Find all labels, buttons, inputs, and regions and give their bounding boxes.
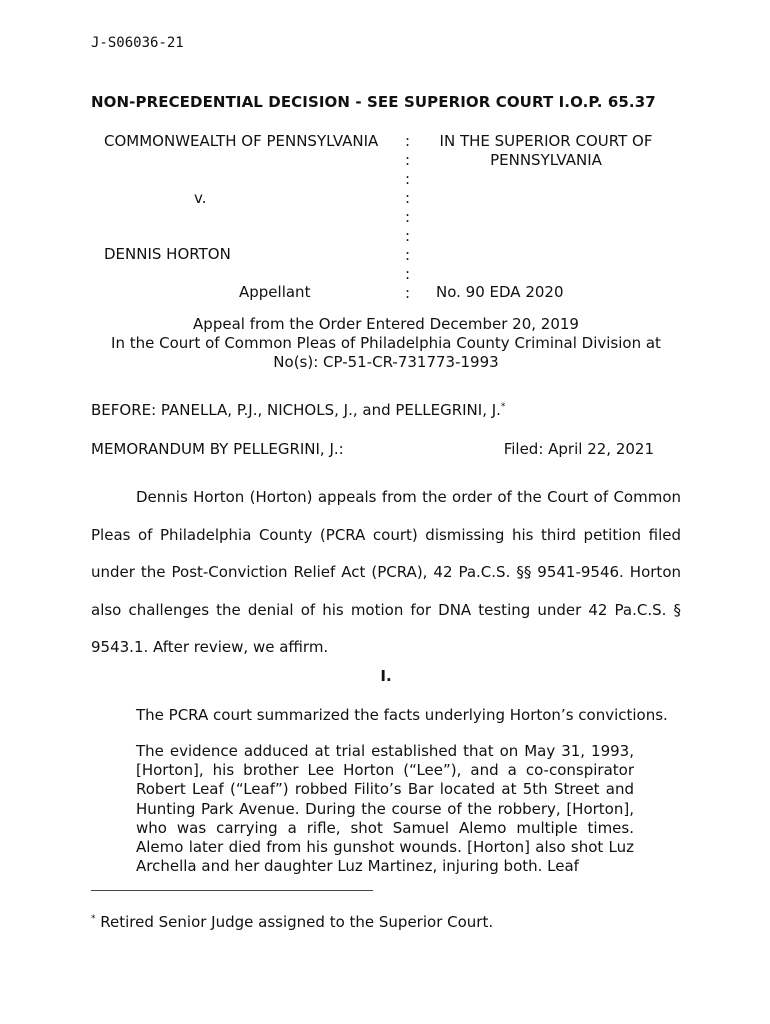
- panel-line: [91, 401, 505, 419]
- appeal-line: In the Court of Common Pleas of Philadelphia County Criminal Division at: [111, 334, 661, 352]
- appeal-line: Appeal from the Order Entered December 20, 2019: [193, 315, 579, 333]
- panel-text: BEFORE: PANELLA, P.J., NICHOLS, J., and PELLEGRINI, J.: [91, 401, 501, 419]
- filed-date: Filed: April 22, 2021: [503, 440, 654, 458]
- footnote-text: Retired Senior Judge assigned to the Superior Court.: [95, 913, 494, 931]
- footnote-separator: [91, 890, 373, 891]
- versus-label: v.: [194, 189, 207, 207]
- document-id: J-S06036-21: [91, 35, 184, 51]
- caption-colon: :: [405, 189, 411, 207]
- footnote-mark: *: [500, 402, 506, 412]
- appellant-label: Appellant: [239, 283, 311, 301]
- caption-colon: :: [405, 246, 411, 264]
- memorandum-line: [91, 440, 654, 458]
- docket-number: No. 90 EDA 2020: [436, 283, 564, 301]
- court-name: IN THE SUPERIOR COURT OF PENNSYLVANIA: [439, 132, 653, 169]
- plaintiff-name: COMMONWEALTH OF PENNSYLVANIA: [104, 132, 379, 150]
- caption-colon: :: [405, 132, 411, 150]
- footnote-mark: *: [91, 914, 96, 924]
- appeal-line: No(s): CP-51-CR-731773-1993: [273, 353, 499, 371]
- section-heading: I.: [380, 667, 392, 685]
- body-paragraph: The PCRA court summarized the facts underlying Horton’s convictions.: [136, 706, 668, 724]
- caption-colon: :: [405, 151, 411, 169]
- caption-colon: :: [405, 284, 411, 302]
- caption-colon: :: [405, 208, 411, 226]
- block-quote: The evidence adduced at trial established that on May 31, 1993, [Horton], his brother Lee Horton (“Lee”), and a co-conspirator Robert Leaf (“Leaf”) robbed Filito’s Bar located at 5th Street and Hunting Park Avenue. During the course of the robbery, [Horton], who was carrying a rifle, shot Samuel Alemo multiple times. Alemo later died from his gunshot wounds. [Horton] also shot Luz Archella and her daughter Luz Martinez, injuring both. Leaf: [136, 742, 634, 876]
- decision-heading: NON-PRECEDENTIAL DECISION - SEE SUPERIOR COURT I.O.P. 65.37: [91, 93, 656, 111]
- defendant-name: DENNIS HORTON: [104, 245, 231, 263]
- footnote: [91, 913, 493, 931]
- caption-colon: :: [405, 170, 411, 188]
- opening-paragraph: Dennis Horton (Horton) appeals from the order of the Court of Common Pleas of Philadelphia County (PCRA court) dismissing his third petition filed under the Post-Conviction Relief Act (PCRA), 42 Pa.C.S. §§ 9541-9546. Horton also challenges the denial of his motion for DNA testing under 42 Pa.C.S. § 9543.1. After review, we affirm.: [91, 488, 681, 656]
- appeal-info: [91, 315, 681, 372]
- caption-colon: :: [405, 227, 411, 245]
- case-caption: [91, 132, 681, 307]
- caption-colon: :: [405, 265, 411, 283]
- memorandum-author: MEMORANDUM BY PELLEGRINI, J.:: [91, 440, 344, 458]
